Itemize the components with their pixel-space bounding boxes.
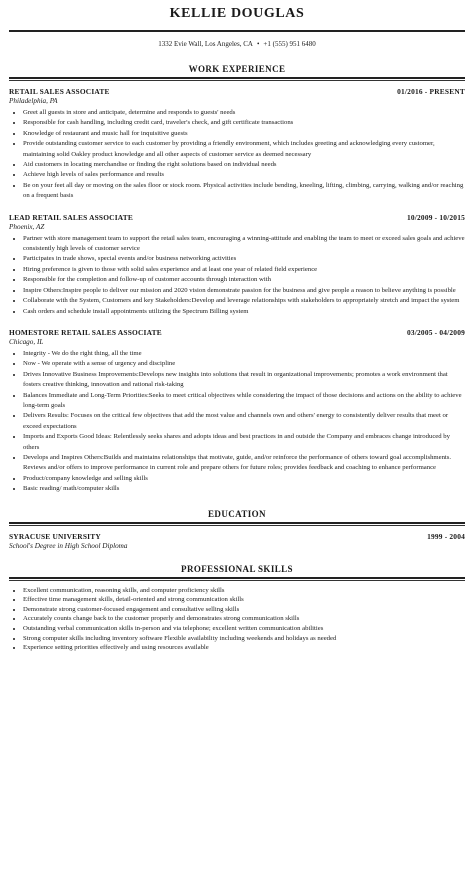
job-dates: 03/2005 - 04/2009 xyxy=(406,327,465,337)
list-item: • Accurately counts change back to the customer properly and demonstrates strong communication skills xyxy=(23,614,465,624)
education-entry xyxy=(9,532,465,550)
job-bullets xyxy=(9,108,465,202)
list-item: • Aid customers in locating merchandise or finding the right solutions based on individual needs xyxy=(23,160,465,170)
contact-separator: • xyxy=(256,40,260,48)
list-item: • Partner with store management team to support the retail sales team, encouraging a winning-attitude and enabling the team to meet or exceed sales goals and achieve consistently high levels of customer service xyxy=(23,234,465,255)
school-name: SYRACUSE UNIVERSITY xyxy=(9,531,101,541)
list-item: • Imports and Exports Good Ideas: Relentlessly seeks shares and adopts ideas and best practices in and outside the Company and embraces change introduced by others xyxy=(23,432,465,453)
list-item: • Provide outstanding customer service to each customer by providing a friendly environment, which includes greeting and acknowledging every customer, maintaining solid Oakley product knowledge and all other aspects of customer service as deemed necessary xyxy=(23,139,465,160)
section-divider xyxy=(9,577,465,579)
job-header xyxy=(9,213,465,222)
list-item: • Experience setting priorities effectively and using resources available xyxy=(23,643,465,653)
list-item: • Basic reading/ math/computer skills xyxy=(23,484,465,494)
list-item: • Participates in trade shows, special events and/or business networking activities xyxy=(23,254,465,264)
job-dates: 10/2009 - 10/2015 xyxy=(406,212,465,222)
list-item: • Outstanding verbal communication skills in-person and via telephone; excellent written communication abilities xyxy=(23,624,465,634)
job-title: LEAD RETAIL SALES ASSOCIATE xyxy=(9,212,134,222)
list-item: • Drives Innovative Business Improvements:Develops new insights into solutions that result in organizational improvements; promotes a work environment that fosters creative thinking, innovation and rational risk-taking xyxy=(23,370,465,391)
experience-section xyxy=(9,64,465,81)
education-section xyxy=(9,509,465,550)
list-item: • Greet all guests in store and anticipate, determine and responds to guests' needs xyxy=(23,108,465,118)
list-item: • Now - We operate with a sense of urgency and discipline xyxy=(23,359,465,369)
address: 1332 Evie Wall, Los Angeles, CA xyxy=(158,40,253,48)
list-item: • Hiring preference is given to those with solid sales experience and at least one year of related field experience xyxy=(23,265,465,275)
job-location: Chicago, IL xyxy=(9,337,44,346)
list-item: • Knowledge of restaurant and music hall for inquisitive guests xyxy=(23,129,465,139)
job-dates: 01/2016 - PRESENT xyxy=(397,87,465,96)
list-item: • Balances Immediate and Long-Term Priorities:Seeks to meet critical objectives while considering the impact of those decisions and actions on the ability to achieve long-term goals xyxy=(23,391,465,412)
section-divider-thin xyxy=(9,80,465,81)
job-location: Phoenix, AZ xyxy=(9,222,45,231)
section-divider-thin xyxy=(9,525,465,526)
section-title-skills: PROFESSIONAL SKILLS xyxy=(181,563,293,574)
list-item: • Delivers Results: Focuses on the critical few objectives that add the most value and channels own and others' energy to consistently deliver results that meet or exceed expectations xyxy=(23,411,465,432)
list-item: • Develops and Inspires Others:Builds and maintains relationships that motivate, guide, and/or reinforce the performance of others toward goal accomplishments. Reviews and/or offers to improve performance in current role and prepare others for future roles; provides feedback and coaching to enhance performance xyxy=(23,453,465,474)
phone: +1 (555) 951 6480 xyxy=(263,40,316,48)
section-divider-thin xyxy=(9,580,465,581)
section-title-experience: WORK EXPERIENCE xyxy=(188,64,286,74)
job-location: Philadelphia, PA xyxy=(9,97,58,105)
list-item: • Integrity - We do the right thing, all the time xyxy=(23,349,465,359)
list-item: • Inspire Others:Inspire people to deliver our mission and 2020 vision demonstrate passion for the business and give people a reason to believe anything is possible xyxy=(23,286,465,296)
header-divider xyxy=(9,30,465,32)
skills-list xyxy=(9,586,465,653)
skills-section xyxy=(9,564,465,653)
section-divider xyxy=(9,522,465,524)
list-item: • Demonstrate strong customer-focused engagement and consultative selling skills xyxy=(23,605,465,615)
job-entry xyxy=(9,328,465,495)
job-entry xyxy=(9,213,465,317)
list-item: • Be on your feet all day or moving on the sales floor or stock room. Physical activities include bending, kneeling, lifting, climbing, carrying, walking and/or reaching on a frequent basis xyxy=(23,181,465,202)
list-item: • Excellent communication, reasoning skills, and computer proficiency skills xyxy=(23,586,465,596)
degree: School's Degree in High School Diploma xyxy=(9,541,128,550)
list-item: • Responsible for the completion and follow-up of customer accounts through interaction with xyxy=(23,275,465,285)
education-dates: 1999 - 2004 xyxy=(427,531,465,541)
list-item: • Cash orders and schedule install appointments utilizing the Spectrum Billing system xyxy=(23,307,465,317)
job-title: RETAIL SALES ASSOCIATE xyxy=(9,87,110,96)
candidate-name: KELLIE DOUGLAS xyxy=(169,6,305,21)
job-header xyxy=(9,87,465,96)
section-title-education: EDUCATION xyxy=(208,508,266,519)
list-item: • Strong computer skills including inventory software Flexible availability including weekends and holidays as needed xyxy=(23,634,465,644)
list-item: • Achieve high levels of sales performance and results xyxy=(23,170,465,180)
job-entry xyxy=(9,87,465,202)
job-bullets xyxy=(9,349,465,495)
section-divider xyxy=(9,77,465,79)
education-header xyxy=(9,532,465,541)
list-item: • Effective time management skills, detail-oriented and strong communication skills xyxy=(23,595,465,605)
job-title: HOMESTORE RETAIL SALES ASSOCIATE xyxy=(9,327,162,337)
job-header xyxy=(9,328,465,337)
contact-line xyxy=(9,40,465,50)
job-bullets xyxy=(9,234,465,317)
list-item: • Responsible for cash handling, including credit card, traveler's check, and gift certificate transactions xyxy=(23,118,465,128)
list-item: • Collaborate with the System, Customers and key Stakeholders:Develop and leverage relationships with stakeholders to appropriately stretch and impact the system xyxy=(23,296,465,306)
list-item: • Product/company knowledge and selling skills xyxy=(23,474,465,484)
